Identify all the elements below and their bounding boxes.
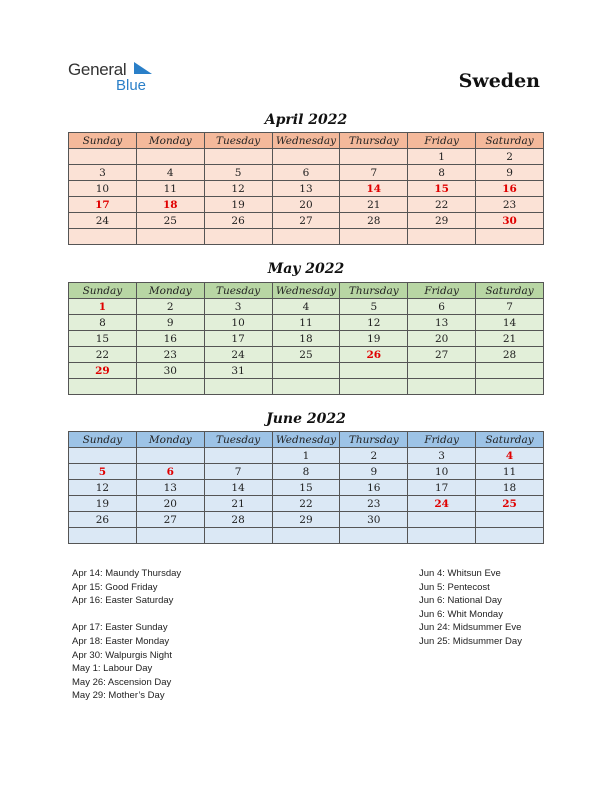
day-cell: 9: [340, 464, 408, 480]
calendar-body: [69, 149, 544, 245]
day-cell: 24: [408, 496, 476, 512]
weekday-thursday: Thursday: [340, 432, 408, 448]
generalblue-logo: [68, 60, 168, 96]
day-cell: 31: [204, 363, 272, 379]
day-cell: 25: [272, 347, 340, 363]
empty-day-cell: [340, 363, 408, 379]
logo-flag-icon: [134, 62, 154, 76]
day-cell: 19: [69, 496, 137, 512]
weekday-friday: Friday: [408, 283, 476, 299]
day-cell: 21: [204, 496, 272, 512]
day-cell: 30: [476, 213, 544, 229]
weekday-wednesday: Wednesday: [272, 283, 340, 299]
week-row: [69, 165, 544, 181]
day-cell: 18: [476, 480, 544, 496]
empty-day-cell: [204, 379, 272, 395]
day-cell: 9: [476, 165, 544, 181]
empty-day-cell: [476, 363, 544, 379]
day-cell: 16: [136, 331, 204, 347]
holiday-note: Jun 5: Pentecost: [419, 581, 490, 593]
empty-day-cell: [69, 229, 137, 245]
day-cell: 23: [340, 496, 408, 512]
empty-day-cell: [204, 528, 272, 544]
day-cell: 20: [136, 496, 204, 512]
day-cell: 4: [136, 165, 204, 181]
empty-day-cell: [136, 448, 204, 464]
day-cell: 2: [476, 149, 544, 165]
empty-day-cell: [408, 512, 476, 528]
weekday-saturday: Saturday: [476, 432, 544, 448]
day-cell: 26: [69, 512, 137, 528]
week-row: [69, 299, 544, 315]
day-cell: 4: [272, 299, 340, 315]
day-cell: 24: [69, 213, 137, 229]
day-cell: 7: [204, 464, 272, 480]
day-cell: 11: [272, 315, 340, 331]
day-cell: 24: [204, 347, 272, 363]
week-row: [69, 512, 544, 528]
holiday-note: Apr 15: Good Friday: [72, 581, 158, 593]
day-cell: 29: [408, 213, 476, 229]
holiday-note: Apr 14: Maundy Thursday: [72, 568, 182, 579]
weekday-thursday: Thursday: [340, 133, 408, 149]
holiday-note: Jun 4: Whitsun Eve: [419, 568, 501, 579]
day-cell: 1: [408, 149, 476, 165]
day-cell: 2: [340, 448, 408, 464]
day-cell: 1: [272, 448, 340, 464]
holiday-note: May 29: Mother’s Day: [72, 690, 165, 702]
week-row: [69, 315, 544, 331]
empty-day-cell: [136, 528, 204, 544]
day-cell: 3: [204, 299, 272, 315]
empty-day-cell: [476, 379, 544, 395]
day-cell: 15: [69, 331, 137, 347]
calendar-may: [68, 282, 544, 395]
holiday-note: May 26: Ascension Day: [72, 676, 172, 688]
week-row: [69, 331, 544, 347]
empty-day-cell: [204, 229, 272, 245]
day-cell: 28: [204, 512, 272, 528]
empty-day-cell: [204, 149, 272, 165]
day-cell: 21: [340, 197, 408, 213]
day-cell: 22: [408, 197, 476, 213]
empty-day-cell: [340, 229, 408, 245]
day-cell: 5: [69, 464, 137, 480]
day-cell: 11: [476, 464, 544, 480]
day-cell: 12: [69, 480, 137, 496]
holiday-note: Jun 25: Midsummer Day: [419, 635, 522, 647]
empty-day-cell: [69, 149, 137, 165]
holiday-list-left: [72, 567, 181, 703]
empty-day-cell: [204, 448, 272, 464]
day-cell: 7: [476, 299, 544, 315]
week-row: [69, 363, 544, 379]
calendar-june: [68, 431, 544, 544]
day-cell: 17: [204, 331, 272, 347]
day-cell: 18: [136, 197, 204, 213]
holiday-list-right: [419, 567, 522, 649]
month-title-april: April 2022: [264, 112, 348, 128]
day-cell: 9: [136, 315, 204, 331]
day-cell: 22: [69, 347, 137, 363]
week-row: [69, 149, 544, 165]
empty-day-cell: [340, 149, 408, 165]
day-cell: 30: [136, 363, 204, 379]
weekday-saturday: Saturday: [476, 283, 544, 299]
day-cell: 26: [340, 347, 408, 363]
weekday-friday: Friday: [408, 432, 476, 448]
day-cell: 16: [340, 480, 408, 496]
day-cell: 6: [408, 299, 476, 315]
weekday-friday: Friday: [408, 133, 476, 149]
day-cell: 10: [69, 181, 137, 197]
day-cell: 28: [340, 213, 408, 229]
calendar-body: [69, 448, 544, 544]
week-row: [69, 347, 544, 363]
day-cell: 14: [476, 315, 544, 331]
holiday-note: Jun 24: Midsummer Eve: [419, 622, 522, 634]
day-cell: 4: [476, 448, 544, 464]
day-cell: 29: [69, 363, 137, 379]
week-row: [69, 181, 544, 197]
week-row: [69, 464, 544, 480]
day-cell: 29: [272, 512, 340, 528]
day-cell: 10: [204, 315, 272, 331]
week-row: [69, 496, 544, 512]
holiday-note: [72, 608, 181, 622]
country-title: Sweden: [458, 70, 540, 92]
weekday-header-row: [69, 283, 544, 299]
calendar-body: [69, 299, 544, 395]
weekday-monday: Monday: [136, 432, 204, 448]
weekday-wednesday: Wednesday: [272, 133, 340, 149]
empty-day-cell: [136, 379, 204, 395]
holiday-note: Apr 18: Easter Monday: [72, 635, 170, 647]
day-cell: 20: [272, 197, 340, 213]
weekday-header-row: [69, 432, 544, 448]
day-cell: 2: [136, 299, 204, 315]
weekday-sunday: Sunday: [69, 283, 137, 299]
holiday-note: Apr 16: Easter Saturday: [72, 595, 174, 607]
day-cell: 19: [204, 197, 272, 213]
day-cell: 12: [204, 181, 272, 197]
empty-day-cell: [69, 528, 137, 544]
day-cell: 22: [272, 496, 340, 512]
month-title-june: June 2022: [266, 411, 346, 427]
empty-day-cell: [408, 379, 476, 395]
day-cell: 6: [136, 464, 204, 480]
holiday-note: May 1: Labour Day: [72, 663, 153, 675]
week-row: [69, 379, 544, 395]
day-cell: 13: [408, 315, 476, 331]
weekday-sunday: Sunday: [69, 133, 137, 149]
day-cell: 30: [340, 512, 408, 528]
day-cell: 27: [136, 512, 204, 528]
empty-day-cell: [69, 379, 137, 395]
empty-day-cell: [340, 528, 408, 544]
day-cell: 19: [340, 331, 408, 347]
holiday-note: Jun 6: Whit Monday: [419, 608, 503, 620]
weekday-wednesday: Wednesday: [272, 432, 340, 448]
weekday-monday: Monday: [136, 283, 204, 299]
day-cell: 12: [340, 315, 408, 331]
day-cell: 27: [408, 347, 476, 363]
empty-day-cell: [408, 229, 476, 245]
weekday-thursday: Thursday: [340, 283, 408, 299]
week-row: [69, 197, 544, 213]
week-row: [69, 448, 544, 464]
day-cell: 14: [204, 480, 272, 496]
week-row: [69, 528, 544, 544]
day-cell: 15: [408, 181, 476, 197]
weekday-tuesday: Tuesday: [204, 283, 272, 299]
empty-day-cell: [408, 363, 476, 379]
day-cell: 5: [340, 299, 408, 315]
week-row: [69, 229, 544, 245]
day-cell: 28: [476, 347, 544, 363]
day-cell: 1: [69, 299, 137, 315]
weekday-tuesday: Tuesday: [204, 133, 272, 149]
day-cell: 25: [476, 496, 544, 512]
empty-day-cell: [136, 229, 204, 245]
day-cell: 6: [272, 165, 340, 181]
day-cell: 5: [204, 165, 272, 181]
holiday-note: Jun 6: National Day: [419, 595, 502, 607]
day-cell: 25: [136, 213, 204, 229]
weekday-header-row: [69, 133, 544, 149]
empty-day-cell: [272, 379, 340, 395]
logo-text-blue: Blue: [116, 77, 147, 94]
day-cell: 13: [136, 480, 204, 496]
empty-day-cell: [476, 528, 544, 544]
empty-day-cell: [476, 512, 544, 528]
weekday-tuesday: Tuesday: [204, 432, 272, 448]
day-cell: 14: [340, 181, 408, 197]
day-cell: 8: [408, 165, 476, 181]
day-cell: 13: [272, 181, 340, 197]
day-cell: 20: [408, 331, 476, 347]
day-cell: 23: [476, 197, 544, 213]
empty-day-cell: [272, 363, 340, 379]
day-cell: 17: [69, 197, 137, 213]
empty-day-cell: [136, 149, 204, 165]
day-cell: 10: [408, 464, 476, 480]
month-title-may: May 2022: [267, 261, 345, 277]
day-cell: 8: [69, 315, 137, 331]
calendar-april: [68, 132, 544, 245]
holiday-note: Apr 30: Walpurgis Night: [72, 649, 172, 661]
day-cell: 3: [408, 448, 476, 464]
weekday-monday: Monday: [136, 133, 204, 149]
weekday-sunday: Sunday: [69, 432, 137, 448]
week-row: [69, 480, 544, 496]
day-cell: 3: [69, 165, 137, 181]
day-cell: 16: [476, 181, 544, 197]
day-cell: 17: [408, 480, 476, 496]
day-cell: 7: [340, 165, 408, 181]
day-cell: 18: [272, 331, 340, 347]
day-cell: 11: [136, 181, 204, 197]
day-cell: 26: [204, 213, 272, 229]
holiday-note: Apr 17: Easter Sunday: [72, 622, 168, 634]
day-cell: 21: [476, 331, 544, 347]
empty-day-cell: [340, 379, 408, 395]
empty-day-cell: [272, 229, 340, 245]
empty-day-cell: [408, 528, 476, 544]
empty-day-cell: [272, 528, 340, 544]
day-cell: 15: [272, 480, 340, 496]
day-cell: 27: [272, 213, 340, 229]
day-cell: 23: [136, 347, 204, 363]
week-row: [69, 213, 544, 229]
day-cell: 8: [272, 464, 340, 480]
logo-text-general: General: [68, 60, 127, 79]
empty-day-cell: [272, 149, 340, 165]
empty-day-cell: [476, 229, 544, 245]
empty-day-cell: [69, 448, 137, 464]
weekday-saturday: Saturday: [476, 133, 544, 149]
